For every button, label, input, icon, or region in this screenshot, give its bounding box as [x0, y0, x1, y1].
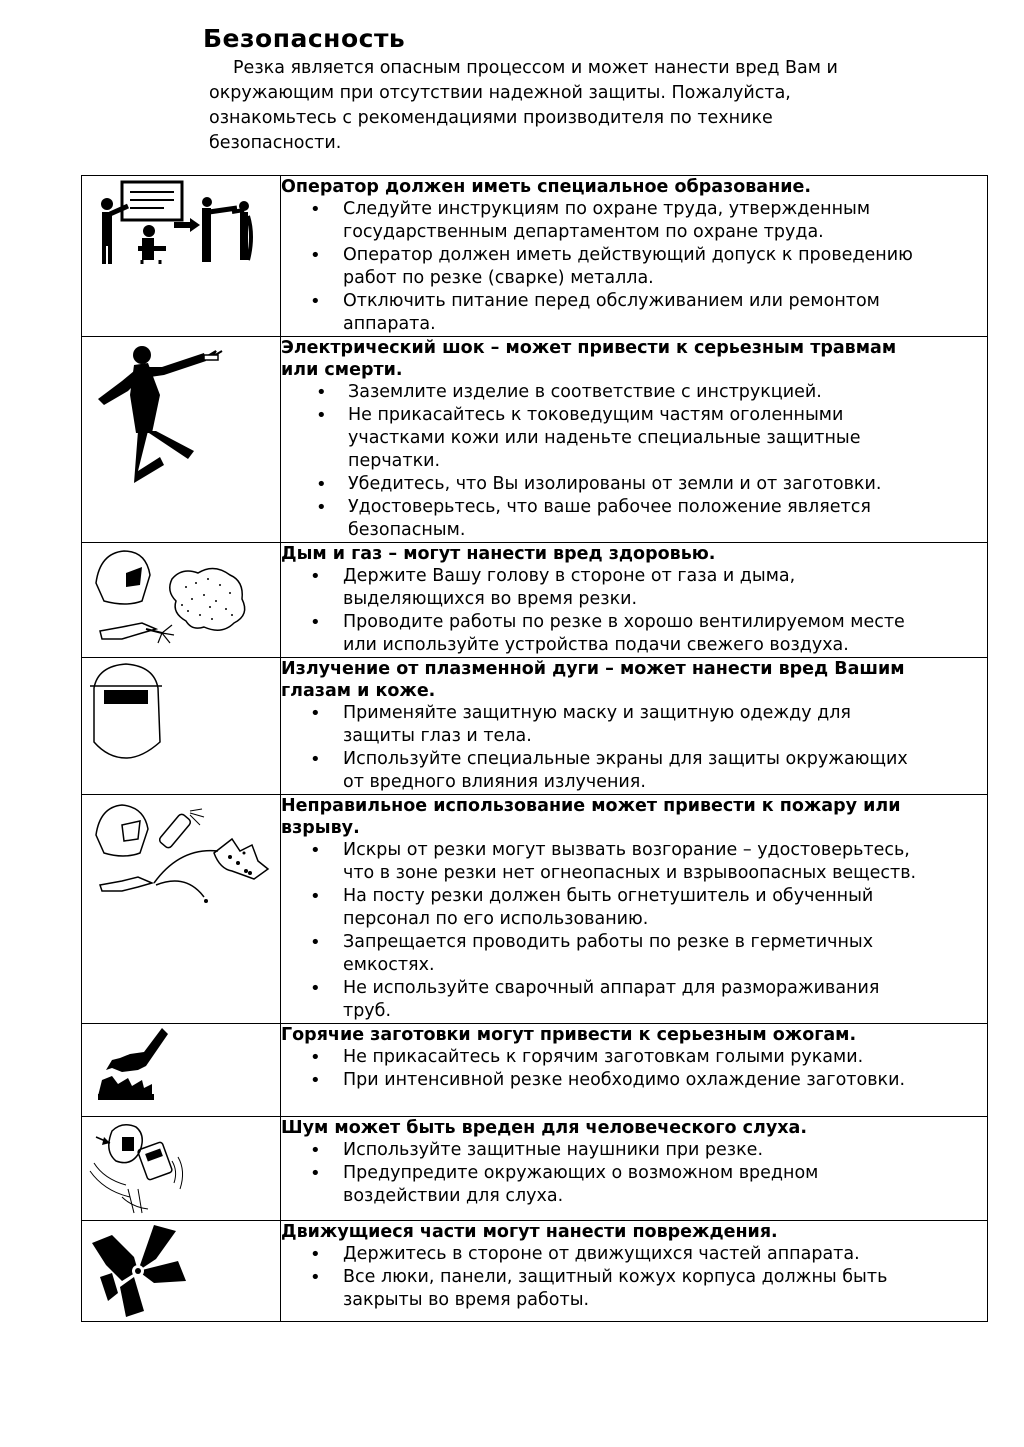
- bullet-list: [281, 565, 987, 657]
- safety-row: [82, 176, 988, 337]
- list-item: [281, 1162, 987, 1208]
- icon-cell: [82, 1117, 281, 1221]
- item-line: Убедитесь, что Вы изолированы от земли и от заготовки.: [348, 474, 882, 494]
- item-line: выделяющихся во время резки.: [343, 589, 638, 609]
- list-item: [281, 1046, 987, 1069]
- safety-row: [82, 658, 988, 795]
- section-heading: Шум может быть вреден для человеческого слуха.: [281, 1118, 807, 1138]
- icon-cell: [82, 1221, 281, 1322]
- intro-line: безопасности.: [209, 133, 342, 153]
- item-line: Держитесь в стороне от движущихся частей аппарата.: [343, 1244, 860, 1264]
- item-line: Не прикасайтесь к горячим заготовкам голыми руками.: [343, 1047, 864, 1067]
- smoke-gas-icon: [82, 543, 280, 657]
- list-item: [281, 404, 987, 473]
- item-line: государственным департаментом по охране труда.: [343, 222, 824, 242]
- safety-row: [82, 795, 988, 1024]
- item-line: Удостоверьтесь, что ваше рабочее положение является: [348, 497, 871, 517]
- item-line: Запрещается проводить работы по резке в герметичных: [343, 932, 874, 952]
- list-item: [281, 702, 987, 748]
- bullet-list: [281, 1139, 987, 1208]
- icon-cell: [82, 176, 281, 337]
- heading-line: Излучение от плазменной дуги – может нанести вред Вашим: [281, 659, 905, 679]
- item-line: Следуйте инструкциям по охране труда, утвержденным: [343, 199, 871, 219]
- safety-row: [82, 1117, 988, 1221]
- section-heading: Движущиеся части могут нанести повреждения.: [281, 1222, 778, 1242]
- item-line: емкостях.: [343, 955, 435, 975]
- item-line: персонал по его использованию.: [343, 909, 649, 929]
- item-line: Заземлите изделие в соответствие с инструкцией.: [348, 382, 822, 402]
- list-item: [281, 1266, 987, 1312]
- item-line: Отключить питание перед обслуживанием или ремонтом: [343, 291, 880, 311]
- text-cell: [281, 543, 988, 658]
- safety-row: [82, 1221, 988, 1322]
- bullet-list: [281, 1046, 987, 1092]
- list-item: [281, 885, 987, 931]
- safety-row: [82, 543, 988, 658]
- item-line: работ по резке (сварке) металла.: [343, 268, 654, 288]
- section-heading: [281, 795, 987, 839]
- item-line: Все люки, панели, защитный кожух корпуса должны быть: [343, 1267, 888, 1287]
- item-line: от вредного влияния излучения.: [343, 772, 646, 792]
- list-item: [281, 381, 987, 404]
- heading-line: или смерти.: [281, 360, 403, 380]
- item-line: Проводите работы по резке в хорошо вентилируемом месте: [343, 612, 905, 632]
- item-line: Используйте защитные наушники при резке.: [343, 1140, 764, 1160]
- text-cell: [281, 176, 988, 337]
- text-cell: [281, 1024, 988, 1117]
- list-item: [281, 977, 987, 1023]
- text-cell: [281, 795, 988, 1024]
- bullet-list: [281, 198, 987, 336]
- moving-parts-icon: [82, 1221, 280, 1321]
- item-line: закрыты во время работы.: [343, 1290, 590, 1310]
- list-item: [281, 748, 987, 794]
- bullet-list: [281, 1243, 987, 1312]
- icon-cell: [82, 543, 281, 658]
- list-item: [281, 931, 987, 977]
- intro-paragraph: [209, 56, 929, 156]
- heading-line: взрыву.: [281, 818, 360, 838]
- welding-mask-icon: [82, 658, 280, 794]
- section-heading: Дым и газ – могут нанести вред здоровью.: [281, 544, 716, 564]
- bullet-list: [281, 839, 987, 1023]
- text-cell: [281, 1117, 988, 1221]
- icon-cell: [82, 795, 281, 1024]
- page-title: Безопасность: [203, 24, 406, 53]
- intro-line: окружающим при отсутствии надежной защиты. Пожалуйста,: [209, 83, 791, 103]
- item-line: Не прикасайтесь к токоведущим частям оголенными: [348, 405, 844, 425]
- list-item: [281, 1139, 987, 1162]
- safety-row: [82, 1024, 988, 1117]
- section-heading: [281, 337, 987, 381]
- text-cell: [281, 1221, 988, 1322]
- noise-hearing-icon: [82, 1117, 280, 1220]
- item-line: защиты глаз и тела.: [343, 726, 532, 746]
- list-item: [281, 565, 987, 611]
- item-line: На посту резки должен быть огнетушитель и обученный: [343, 886, 874, 906]
- item-line: воздействии для слуха.: [343, 1186, 564, 1206]
- item-line: безопасным.: [348, 520, 466, 540]
- item-line: Оператор должен иметь действующий допуск к проведению: [343, 245, 913, 265]
- item-line: Держите Вашу голову в стороне от газа и дыма,: [343, 566, 796, 586]
- heading-line: Неправильное использование может привести к пожару или: [281, 796, 901, 816]
- item-line: Предупредите окружающих о возможном вредном: [343, 1163, 819, 1183]
- item-line: что в зоне резки нет огнеопасных и взрывоопасных веществ.: [343, 863, 917, 883]
- list-item: [281, 290, 987, 336]
- list-item: [281, 473, 987, 496]
- item-line: Искры от резки могут вызвать возгорание – удостоверьтесь,: [343, 840, 910, 860]
- item-line: аппарата.: [343, 314, 436, 334]
- icon-cell: [82, 1024, 281, 1117]
- hot-workpiece-icon: [82, 1024, 280, 1116]
- section-heading: Горячие заготовки могут привести к серьезным ожогам.: [281, 1025, 857, 1045]
- intro-line: ознакомьтесь с рекомендациями производителя по технике: [209, 108, 773, 128]
- heading-line: глазам и коже.: [281, 681, 436, 701]
- item-line: Не используйте сварочный аппарат для размораживания: [343, 978, 880, 998]
- item-line: или используйте устройства подачи свежего воздуха.: [343, 635, 849, 655]
- item-line: труб.: [343, 1001, 392, 1021]
- icon-cell: [82, 337, 281, 543]
- operator-training-icon: [82, 176, 280, 335]
- list-item: [281, 611, 987, 657]
- item-line: Применяйте защитную маску и защитную одежду для: [343, 703, 851, 723]
- item-line: Используйте специальные экраны для защиты окружающих: [343, 749, 908, 769]
- text-cell: [281, 337, 988, 543]
- safety-row: [82, 337, 988, 543]
- text-cell: [281, 658, 988, 795]
- item-line: перчатки.: [348, 451, 441, 471]
- icon-cell: [82, 658, 281, 795]
- list-item: [281, 839, 987, 885]
- list-item: [281, 1069, 987, 1092]
- item-line: участками кожи или наденьте специальные защитные: [348, 428, 861, 448]
- heading-line: Электрический шок – может привести к серьезным травмам: [281, 338, 897, 358]
- list-item: [281, 198, 987, 244]
- safety-table: [81, 175, 988, 1322]
- list-item: [281, 244, 987, 290]
- list-item: [281, 1243, 987, 1266]
- bullet-list: [281, 381, 987, 542]
- bullet-list: [281, 702, 987, 794]
- section-heading: [281, 658, 987, 702]
- section-heading: Оператор должен иметь специальное образование.: [281, 177, 811, 197]
- intro-line: Резка является опасным процессом и может нанести вред Вам и: [233, 58, 838, 78]
- electric-shock-icon: [82, 337, 280, 541]
- fire-explosion-icon: [82, 795, 280, 1022]
- list-item: [281, 496, 987, 542]
- item-line: При интенсивной резке необходимо охлаждение заготовки.: [343, 1070, 906, 1090]
